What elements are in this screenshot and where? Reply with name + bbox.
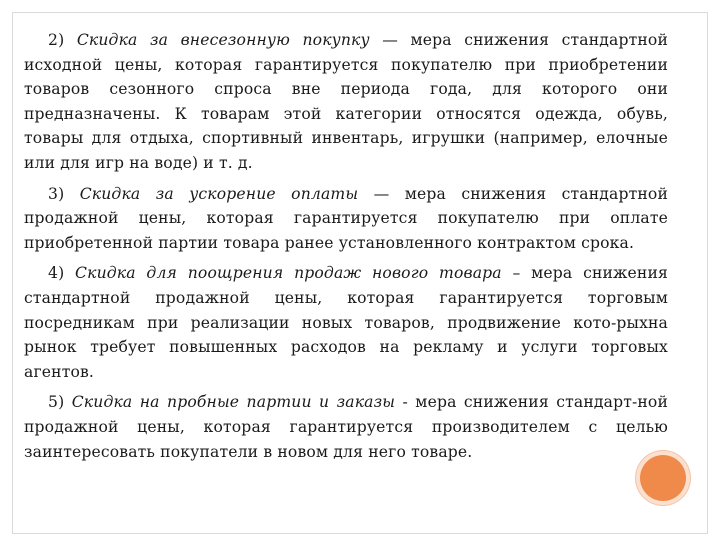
discount-term: Скидка за внесезонную покупку [76, 31, 370, 49]
paragraph-new-product-discount [24, 261, 668, 384]
paragraph-text: - мера снижения стандарт-ной продажной цены, которая гарантируется производителем с целью заинтересовать покупатели в новом для него товаре. [24, 393, 669, 461]
paragraph-number: 2) [48, 31, 65, 49]
decorative-orange-circle [640, 455, 686, 501]
paragraph-number: 5) [48, 393, 65, 412]
paragraph-text: — мера снижения стандартной исходной цены, которая гарантируется покупателю при приобретении товаров сезонного спроса вне периода года, для которого они предназначены. К товарам этой категории относятся одежда, обувь, товары для отдыха, спортивный инвентарь, игрушки (например, елочные или для игр на воде) и т. д. [24, 31, 668, 172]
paragraph-trial-batch-discount [24, 390, 668, 464]
paragraph-early-payment-discount [24, 182, 668, 256]
paragraph-text: – мера снижения стандартной продажной цены, которая гарантируется торговым посредникам при реализации новых товаров, продвижение кото-рыхна рынок требует повышенных расходов на рекламу и услуги торговых агентов. [24, 264, 668, 381]
paragraph-text: — мера снижения стандартной продажной цены, которая гарантируется покупателю при оплате приобретенной партии товара ранее установленного контрактом срока. [24, 184, 668, 252]
discount-term: Скидка для поощрения продаж нового товара [75, 264, 502, 283]
paragraph-number: 3) [48, 184, 65, 203]
paragraph-number: 4) [48, 264, 65, 283]
discount-term: Скидка на пробные партии и заказы [71, 393, 396, 412]
slide-body [24, 28, 668, 470]
paragraph-seasonal-discount [24, 28, 668, 176]
discount-term: Скидка за ускорение оплаты [79, 184, 359, 203]
